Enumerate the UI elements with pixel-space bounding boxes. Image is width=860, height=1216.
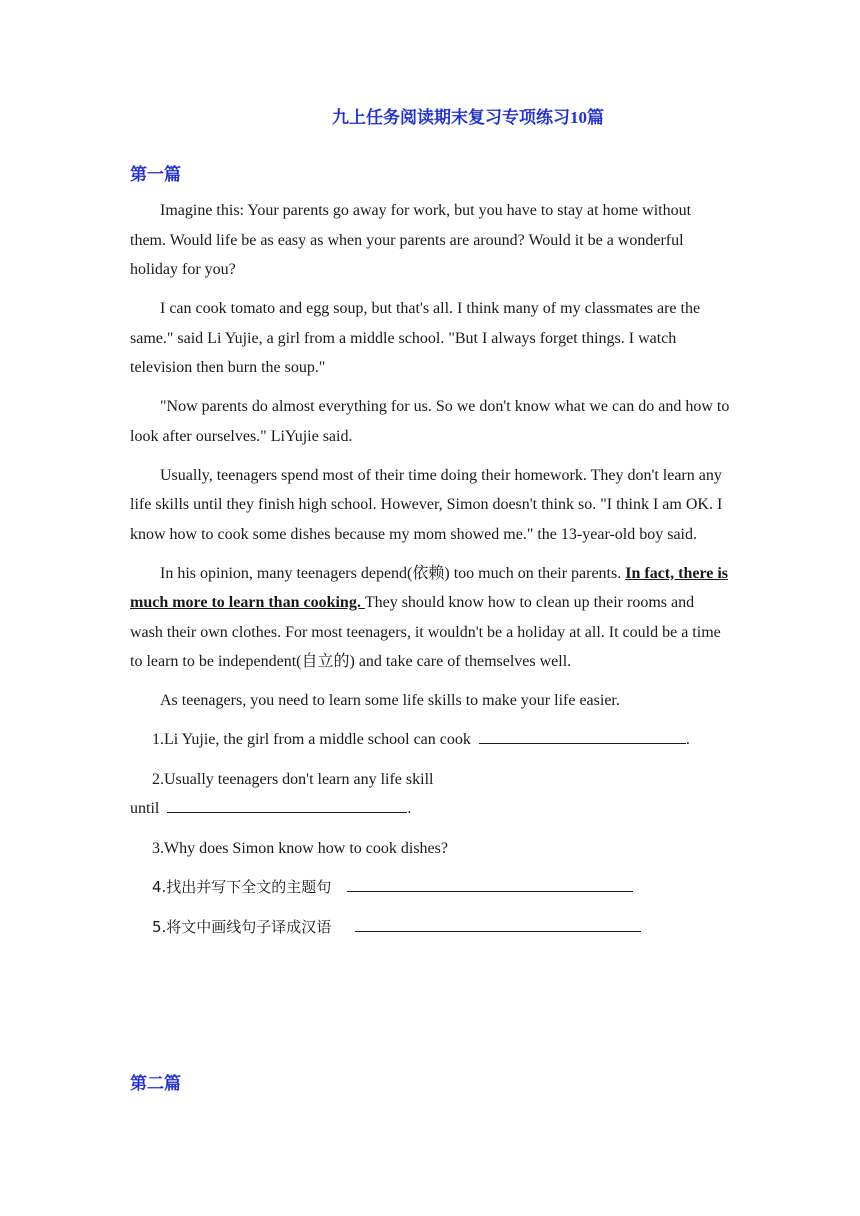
- question-5: [130, 913, 730, 943]
- answer-blank-1[interactable]: [479, 729, 686, 744]
- question-2-until: until: [130, 800, 160, 817]
- question-1-text: 1.Li Yujie, the girl from a middle school can cook: [152, 731, 471, 748]
- paragraph-1: Imagine this: Your parents go away for work, but you have to stay at home without them. Would life be as easy as when your parents are around? Would it be a wonderful holiday for you?: [130, 202, 692, 278]
- paragraph-4: Usually, teenagers spend most of their time doing their homework. They don't learn any life skills until they finish high school. However, Simon doesn't think so. "I think I am OK. I know how to cook some dishes because my mom showed me." the 13-year-old boy said.: [130, 466, 723, 543]
- answer-blank-2[interactable]: [167, 798, 407, 813]
- document-title: 九上任务阅读期末复习专项练习10篇: [332, 108, 604, 127]
- question-2-continuation: [130, 794, 730, 824]
- paragraph-5: [130, 559, 730, 677]
- section-heading-1: 第一篇: [130, 165, 181, 184]
- question-5-text: 5.将文中画线句子译成汉语: [152, 917, 332, 936]
- paragraph-2: I can cook tomato and egg soup, but that's all. I think many of my classmates are the same." said Li Yujie, a girl from a middle school. "But I always forget things. I watch television then burn the soup.": [130, 300, 701, 376]
- paragraph-5-lead: In his opinion, many teenagers depend(依赖) too much on their parents.: [160, 564, 626, 582]
- question-4: [130, 873, 730, 903]
- question-1-end: .: [685, 731, 690, 748]
- section-heading-2: 第二篇: [130, 1074, 181, 1093]
- question-2: 2.Usually teenagers don't learn any life skill: [152, 770, 434, 788]
- question-4-text: 4.找出并写下全文的主题句: [152, 878, 332, 896]
- answer-blank-5[interactable]: [355, 917, 641, 932]
- paragraph-6: As teenagers, you need to learn some life skills to make your life easier.: [160, 692, 620, 709]
- question-2-end: .: [407, 800, 412, 817]
- paragraph-3: "Now parents do almost everything for us. So we don't know what we can do and how to look after ourselves." LiYujie said.: [130, 398, 730, 445]
- question-3: 3.Why does Simon know how to cook dishes?: [152, 839, 448, 857]
- paragraph-5-tail: They should know how to clean up their rooms and wash their own clothes. For most teenagers, it wouldn't be a holiday at all. It could be a time to learn to be independent(自立的) and take care of themselves well.: [130, 594, 721, 670]
- underlined-sentence: In fact, there is much more to learn than cooking.: [130, 564, 729, 611]
- question-1: [130, 725, 730, 755]
- section-1-body: [130, 196, 730, 952]
- answer-blank-4[interactable]: [347, 877, 633, 892]
